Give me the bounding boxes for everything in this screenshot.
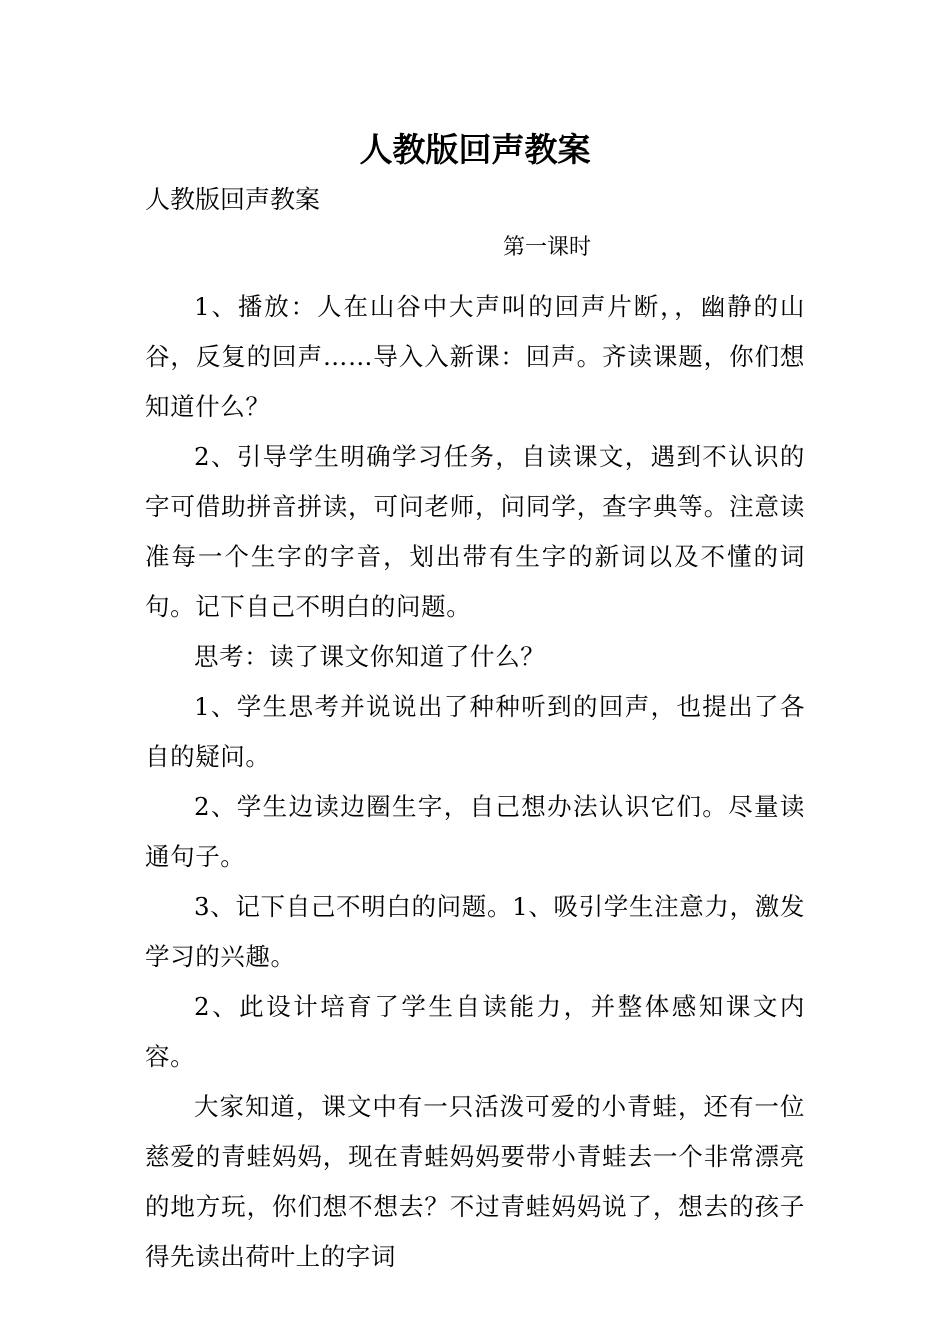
paragraph: 1、学生思考并说说出了种种听到的回声，也提出了各自的疑问。 — [145, 692, 805, 771]
paragraph: 2、此设计培育了学生自读能力，并整体感知课文内容。 — [145, 992, 805, 1071]
document-title: 人教版回声教案 — [359, 130, 591, 169]
paragraph: 2、引导学生明确学习任务，自读课文，遇到不认识的字可借助拼音拼读，可问老师，问同学，查字典等。注意读准每一个生字的字音，划出带有生字的新词以及不懂的词句。记下自己不明白的问题。 — [145, 442, 805, 621]
lesson-heading: 第一课时 — [503, 235, 592, 260]
paragraph: 2、学生边读边圈生字，自己想办法认识它们。尽量读通句子。 — [145, 792, 805, 871]
document-subtitle: 人教版回声教案 — [145, 185, 321, 214]
document-body — [145, 282, 805, 1282]
paragraph: 1、播放：人在山谷中大声叫的回声片断，，幽静的山谷，反复的回声……导入入新课：回声。齐读课题，你们想知道什么？ — [145, 292, 805, 421]
paragraph: 3、记下自己不明白的问题。1、吸引学生注意力，激发学习的兴趣。 — [145, 892, 805, 971]
paragraph: 思考：读了课文你知道了什么？ — [194, 642, 546, 671]
paragraph: 大家知道，课文中有一只活泼可爱的小青蛙，还有一位慈爱的青蛙妈妈，现在青蛙妈妈要带小青蛙去一个非常漂亮的地方玩，你们想不想去？不过青蛙妈妈说了，想去的孩子得先读出荷叶上的字词 — [145, 1092, 805, 1271]
